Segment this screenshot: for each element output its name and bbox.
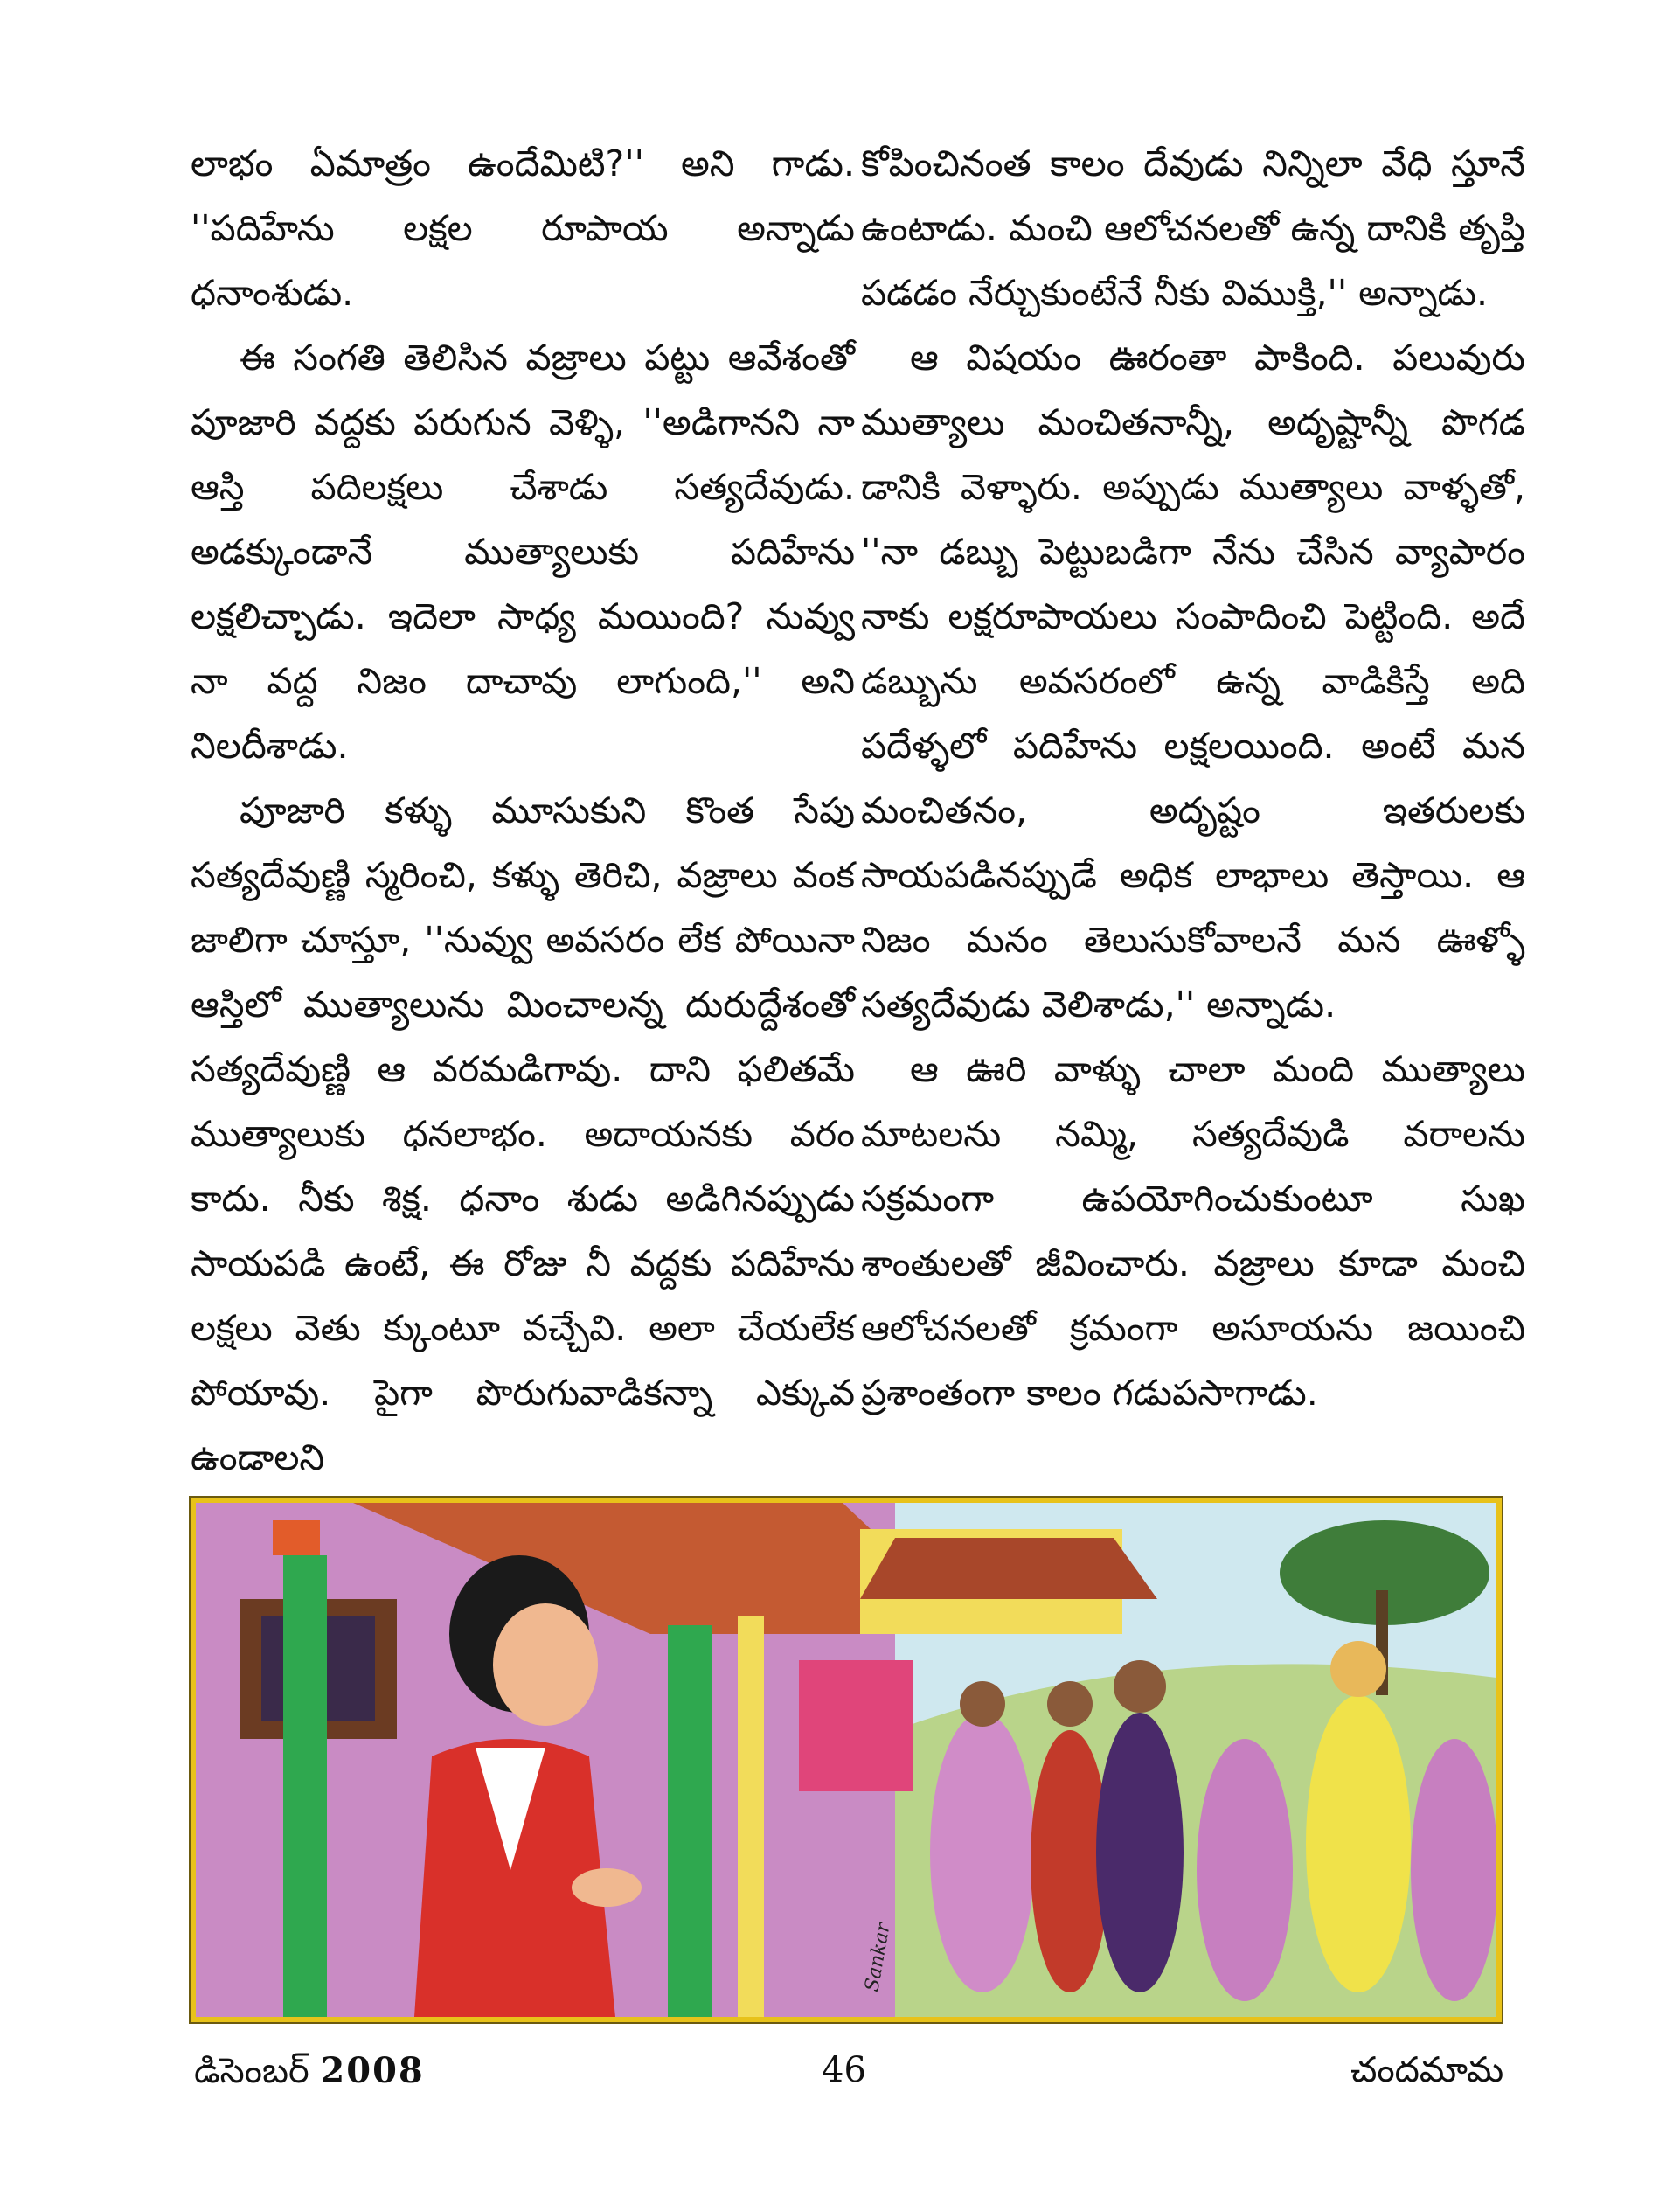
right-paragraph-2: ఆ విషయం ఊరంతా పాకింది. పలువురు ముత్యాలు మంచితనాన్నీ, అదృష్టాన్నీ పొగడ డానికి వెళ్ళారు. అప్పుడు ముత్యాలు వాళ్ళతో, ''నా డబ్బు పెట్టుబడిగా నేను చేసిన వ్యాపారం నాకు లక్షరూపాయలు సంపాదించి పెట్టింది. అదే డబ్బును అవసరంలో ఉన్న వాడికిస్తే అది పదేళ్ళలో పదిహేను లక్షలయింది. అంటే మన మంచితనం, అదృష్టం ఇతరులకు సాయపడినప్పుడే అధిక లాభాలు తెస్తాయి. ఆ నిజం మనం తెలుసుకోవాలనే మన ఊళ్ళో సత్యదేవుడు వెలిశాడు,'' అన్నాడు. [861,337,1525,1025]
right-paragraph-3: ఆ ఊరి వాళ్ళు చాలా మంది ముత్యాలు మాటలను నమ్మి, సత్యదేవుడి వరాలను సక్రమంగా ఉపయోగించుకుంటూ సుఖ శాంతులతో జీవించారు. వజ్రాలు కూడా మంచి ఆలోచనలతో క్రమంగా అసూయను జయించి ప్రశాంతంగా కాలం గడుపసాగాడు. [861,1048,1525,1414]
right-text-column [861,131,1525,1425]
right-paragraph-1: కోపించినంత కాలం దేవుడు నిన్నిలా వేధి స్తూనే ఉంటాడు. మంచి ఆలోచనలతో ఉన్న దానికి తృప్తి పడడం నేర్చుకుంటేనే నీకు విముక్తి,'' అన్నాడు. [861,143,1525,314]
left-paragraph-1: లాభం ఏమాత్రం ఉందేమిటి?'' అని గాడు. ''పదిహేను లక్షల రూపాయ అన్నాడు ధనాంశుడు. [191,143,855,314]
footer-month: డిసెంబర్ [194,2051,309,2091]
person-hands [572,1868,642,1907]
page-number: 46 [822,2050,866,2090]
left-text-column [191,131,855,1490]
magazine-name: చందమామ [1350,2050,1504,2090]
pillar-left [283,1555,327,2017]
pillar-right [668,1625,712,2017]
footer-date [194,2050,425,2100]
footer-year: 2008 [320,2050,425,2091]
story-illustration [191,1498,1502,2022]
left-paragraph-3: పూజారి కళ్ళు మూసుకుని కొంత సేపు సత్యదేవుణ్ణి స్మరించి, కళ్ళు తెరిచి, వజ్రాలు వంక జాలిగా చూస్తూ, ''నువ్వు అవసరం లేక పోయినా ఆస్తిలో ముత్యాలును మించాలన్న దురుద్దేశంతో సత్యదేవుణ్ణి ఆ వరమడిగావు. దాని ఫలితమే ముత్యాలుకు ధనలాభం. అదాయనకు వరం కాదు. నీకు శిక్ష. ధనాం శుడు అడిగినప్పుడు సాయపడి ఉంటే, ఈ రోజు నీ వద్దకు పదిహేను లక్షలు వెతు క్కుంటూ వచ్చేవి. అలా చేయలేక పోయావు. పైగా పొరుగువాడికన్నా ఎక్కువ ఉండాలని [191,789,855,1478]
temple-sign [799,1660,913,1791]
person-face [493,1603,598,1726]
artist-signature: Sankar [861,1921,895,1994]
left-paragraph-2: ఈ సంగతి తెలిసిన వజ్రాలు పట్టు ఆవేశంతో పూజారి వద్దకు పరుగున వెళ్ళి, ''అడిగానని నా ఆస్తి పదిలక్షలు చేశాడు సత్యదేవుడు. అడక్కుండానే ముత్యాలుకు పదిహేను లక్షలిచ్చాడు. ఇదెలా సాధ్య మయింది? నువ్వు నా వద్ద నిజం దాచావు లాగుంది,'' అని నిలదీశాడు. [191,337,855,767]
page-footer [0,2050,1680,2103]
